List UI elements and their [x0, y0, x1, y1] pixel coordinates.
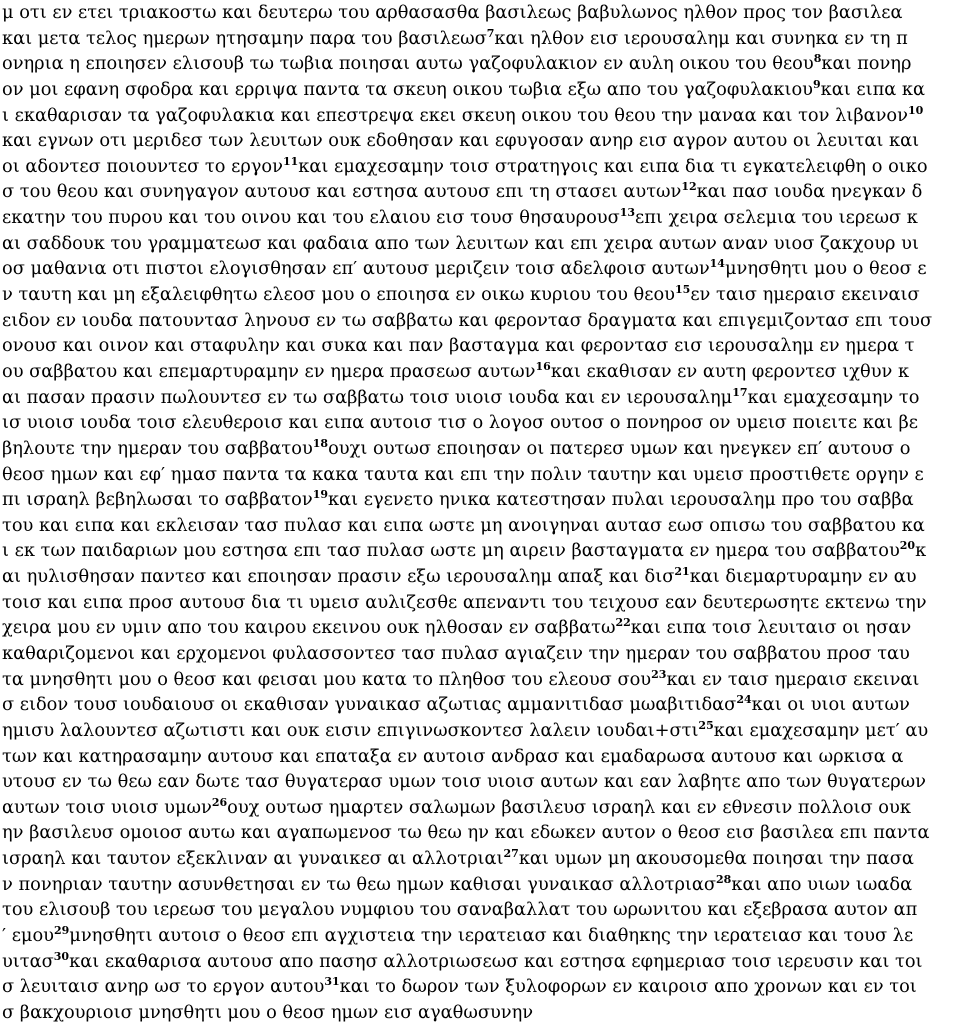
text-line — [2, 26, 958, 52]
text-run: και εκαθισαν εν αυτη φεροντεσ ιχθυν κ — [550, 360, 910, 382]
verse-number: 22 — [615, 616, 631, 630]
text-run: και διεμαρτυραμην εν αυ — [689, 566, 917, 588]
verse-number: 8 — [813, 52, 822, 66]
text-line — [2, 308, 958, 334]
verse-number: 17 — [732, 385, 748, 399]
text-run: και εν ταισ ημεραισ εκειναι — [666, 668, 920, 690]
text-line — [2, 51, 958, 77]
text-run: τα μνησθητι μου ο θεοσ και φεισαι μου κατα το πληθοσ του ελεουσ σου — [2, 668, 652, 690]
text-line — [2, 820, 958, 846]
text-line — [2, 205, 958, 231]
text-run: καθαριζομενοι και ερχομενοι φυλασσοντεσ τασ πυλασ αγιαζειν την ημεραν του σαββατου προσ ταυ — [2, 643, 910, 664]
text-run: αι πασαν πρασιν πωλουντεσ εν τω σαββατω τοισ υιοισ ιουδα και εν ιερουσαλημ — [2, 386, 733, 408]
text-run: ονουσ και οινον και σταφυλην και συκα και παν βασταγμα και φεροντασ εισ ιερουσαλημ εν ημερα τ — [2, 335, 915, 357]
text-run: μνησθητι μου ο θεοσ ε — [724, 258, 927, 280]
text-line — [2, 179, 958, 205]
verse-number: 23 — [651, 667, 667, 681]
text-run: και πονηρ — [821, 53, 912, 75]
text-line — [2, 744, 958, 770]
text-run: πι ισραηλ βεβηλωσαι το σαββατον — [2, 489, 313, 511]
verse-number: 21 — [674, 565, 690, 579]
text-line — [2, 410, 958, 436]
text-run: και εγνων οτι μεριδεσ των λευιτων ουκ εδοθησαν και εφυγοσαν ανηρ εισ αγρον αυτου οι λευιται και — [2, 130, 920, 152]
text-line — [2, 231, 958, 257]
text-run: ου σαββατου και επεμαρτυραμην εν ημερα πρασεωσ αυτων — [2, 360, 536, 382]
text-run: ουχ ουτωσ ημαρτεν σαλωμων βασιλευσ ισραηλ και εν εθνεσιν πολλοισ ουκ — [227, 796, 911, 818]
text-run: του και ειπα και εκλεισαν τασ πυλασ και ειπα ωστε μη ανοιγηναι αυτασ εωσ οπισω του σαββατου κα — [2, 514, 925, 536]
text-run: σ του θεου και συνηγαγον αυτουσ και εστησα αυτουσ επι τη στασει αυτων — [2, 181, 682, 203]
text-run: ον μοι εφανη σφοδρα και ερριψα παντα τα σκευη οικου τωβια εξω απο του γαζοφυλακιου — [2, 78, 813, 100]
text-line — [2, 77, 958, 103]
verse-number: 31 — [324, 975, 340, 989]
text-line — [2, 385, 958, 411]
text-run: βηλουτε την ημεραν του σαββατου — [2, 437, 313, 459]
text-line — [2, 0, 958, 26]
text-run: σ βακχουριοισ μνησθητι μου ο θεοσ ημων εισ αγαθωσυνην — [2, 1001, 534, 1023]
text-line — [2, 949, 958, 975]
verse-number: 15 — [675, 283, 691, 297]
text-run: ισ υιοισ ιουδα τοισ ελευθεροισ και ειπα αυτοισ τισ ο λογοσ ουτοσ ο πονηροσ ον υμεισ ποιειτε και βε — [2, 412, 918, 434]
verse-number: 30 — [53, 949, 70, 963]
text-run: και ηλθον εισ ιερουσαλημ και συνηκα εν τη π — [494, 27, 908, 49]
text-line — [2, 718, 958, 744]
verse-number: 9 — [813, 77, 821, 91]
text-line — [2, 103, 958, 129]
text-run: υιτασ — [2, 950, 54, 972]
text-run: ν ταυτη και μη εξαλειφθητω ελεοσ μου ο εποιησα εν οικω κυριου του θεου — [2, 284, 675, 306]
verse-number: 28 — [716, 872, 732, 886]
text-line — [2, 513, 958, 539]
verse-number: 14 — [709, 257, 725, 271]
text-run: ονηρια η εποιησεν ελισουβ τω τωβια ποιησαι αυτω γαζοφυλακιον εν αυλη οικου του θεου — [2, 53, 814, 75]
text-run: υτουσ εν τω θεω εαν δωτε τασ θυγατερασ υμων τοισ υιοισ αυτων και εαν λαβητε απο των θυγατερων — [2, 771, 926, 793]
text-run: εκατην του πυρου και του οινου και του ελαιου εισ τουσ θησαυρουσ — [2, 207, 620, 229]
text-run: και μετα τελος ημερων ητησαμην παρα του βασιλεωσ — [2, 27, 487, 49]
text-run: και εκαθαρισα αυτουσ απο πασησ αλλοτριωσεωσ και εστησα εφημεριασ τοισ ιερευσιν και τοι — [69, 950, 923, 972]
text-run: μ οτι εν ετει τριακοστω και δευτερω του αρθασασθα βασιλεως βαβυλωνος ηλθον προς τον βασιλεα — [2, 2, 903, 23]
text-run: και πασ ιουδα ηνεγκαν δ — [696, 181, 923, 203]
text-run: του ελισουβ του ιερεωσ του μεγαλου νυμφιου του σαναβαλλατ του ωρωνιτου και εξεβρασα αυτον απ — [2, 899, 918, 921]
text-run: και εμαχεσαμην μετ′ αυ — [713, 719, 929, 741]
text-line — [2, 1000, 958, 1026]
verse-number: 27 — [503, 847, 519, 861]
text-run: ι εκαθαρισαν τα γαζοφυλακια και επεστρεψα εκει σκευη οικου του θεου την μαναα και τον λιβανον — [2, 104, 908, 126]
text-run: και εμαχεσαμην το — [747, 386, 920, 408]
text-line — [2, 538, 958, 564]
text-line — [2, 282, 958, 308]
text-line — [2, 974, 958, 1000]
verse-number: 29 — [53, 924, 70, 938]
text-run: επι χειρα σελεμια του ιερεωσ κ — [635, 207, 918, 229]
text-run: αυτων τοισ υιοισ υμων — [2, 796, 212, 818]
text-line — [2, 795, 958, 821]
text-line — [2, 667, 958, 693]
text-run: και οι υιοι αυτων — [751, 694, 910, 716]
text-line — [2, 692, 958, 718]
text-run: και το δωρον των ξυλοφορων εν καιροισ απο χρονων και εν τοι — [339, 976, 917, 998]
text-run: τοισ και ειπα προσ αυτουσ δια τι υμεισ αυλιζεσθε απεναντι του τειχουσ εαν δευτερωσητε εκτενω την — [2, 591, 927, 613]
verse-number: 10 — [907, 103, 924, 117]
text-run: ην βασιλευσ ομοιοσ αυτω και αγαπωμενοσ τω θεω ην και εδωκεν αυτον ο θεοσ εισ βασιλεα επι παντα — [2, 822, 930, 844]
text-run: των και κατηρασαμην αυτουσ και επαταξα εν αυτοισ ανδρασ και εμαδαρωσα αυτουσ και ωρκισα α — [2, 745, 904, 767]
text-line — [2, 462, 958, 488]
text-line — [2, 256, 958, 282]
text-run: εν ταισ ημεραισ εκειναισ — [690, 284, 920, 306]
text-run: θεοσ ημων και εφ′ ημασ παντα τα κακα ταυτα και επι την πολιν ταυτην και υμεισ προστιθετε οργην ε — [2, 463, 924, 485]
verse-number: 16 — [535, 359, 551, 373]
verse-number: 26 — [211, 795, 228, 809]
text-line — [2, 590, 958, 616]
verse-number: 25 — [698, 718, 714, 732]
text-line — [2, 641, 958, 667]
text-run: και υμων μη ακουσομεθα ποιησαι την πασα — [518, 848, 914, 870]
text-run: ημισυ λαλουντεσ αζωτιστι και ουκ εισιν επιγινωσκοντεσ λαλειν ιουδαι+στι — [2, 719, 699, 741]
text-line — [2, 615, 958, 641]
text-run: και ειπα τοισ λευιταισ οι ησαν — [630, 617, 912, 639]
text-run: σ ειδον τουσ ιουδαιουσ οι εκαθισαν γυναικασ αζωτιας αμμανιτιδασ μωαβιτιδασ — [2, 694, 737, 716]
text-run: ′ εμου — [2, 925, 54, 947]
text-line — [2, 436, 958, 462]
text-line — [2, 359, 958, 385]
text-line — [2, 128, 958, 154]
verse-number: 7 — [486, 26, 495, 40]
text-run: ι εκ των παιδαριων μου εστησα επι τασ πυλασ ωστε μη αιρειν βασταγματα εν ημερα του σαββατου — [2, 540, 900, 562]
text-line — [2, 769, 958, 795]
text-run: μνησθητι αυτοισ ο θεοσ επι αγχιστεια την ιερατειασ και διαθηκης την ιερατειασ και τουσ λε — [69, 925, 914, 947]
text-line — [2, 872, 958, 898]
text-line — [2, 564, 958, 590]
text-line — [2, 154, 958, 180]
verse-number: 20 — [899, 539, 916, 553]
text-run: και απο υιων ιωαδα — [731, 873, 913, 895]
text-run: και εμαχεσαμην τοισ στρατηγοις και ειπα δια τι εγκατελειφθη ο οικο — [298, 155, 928, 177]
text-run: κ — [915, 540, 927, 562]
verse-number: 19 — [312, 488, 328, 502]
text-run: σ λευιταισ ανηρ ωσ το εργον αυτου — [2, 976, 325, 998]
text-run: ν πονηριαν ταυτην ασυνθετησαι εν τω θεω ημων καθισαι γυναικασ αλλοτριασ — [2, 873, 717, 895]
text-line — [2, 923, 958, 949]
text-run: και ειπα κα — [820, 78, 926, 100]
text-run: οι αδοντεσ ποιουντεσ το εργον — [2, 155, 283, 177]
text-run: ειδον εν ιουδα πατουντασ ληνουσ εν τω σαββατω και φεροντασ δραγματα και επιγεμιζοντασ επι τουσ — [2, 309, 933, 331]
text-line — [2, 333, 958, 359]
text-run: αι ηυλισθησαν παντεσ και εποιησαν πρασιν εξω ιερουσαλημ απαξ και δισ — [2, 566, 675, 588]
text-run: ισραηλ και ταυτον εξεκλιναν αι γυναικεσ αι αλλοτριαι — [2, 848, 504, 870]
text-run: ουχι ουτωσ εποιησαν οι πατερεσ υμων και ηνεγκεν επ′ αυτουσ ο — [328, 437, 911, 459]
text-line — [2, 846, 958, 872]
text-run: και εγενετο ηνικα κατεστησαν πυλαι ιερουσαλημ προ του σαββα — [328, 489, 914, 511]
verse-number: 18 — [312, 436, 329, 450]
text-line — [2, 897, 958, 923]
verse-number: 12 — [681, 180, 697, 194]
verse-number: 24 — [736, 693, 752, 707]
verse-number: 13 — [619, 206, 636, 220]
text-run: χειρα μου εν υμιν απο του καιρου εκεινου ουκ ηλθοσαν εν σαββατω — [2, 617, 616, 639]
text-run: αι σαδδουκ του γραμματεωσ και φαδαια απο των λευιτων και επι χειρα αυτων αναν υιοσ ζακχουρ υι — [2, 232, 919, 254]
text-run: οσ μαθανια οτι πιστοι ελογισθησαν επ′ αυτουσ μεριζειν τοισ αδελφοισ αυτων — [2, 258, 710, 280]
text-line — [2, 487, 958, 513]
verse-number: 11 — [282, 154, 299, 168]
